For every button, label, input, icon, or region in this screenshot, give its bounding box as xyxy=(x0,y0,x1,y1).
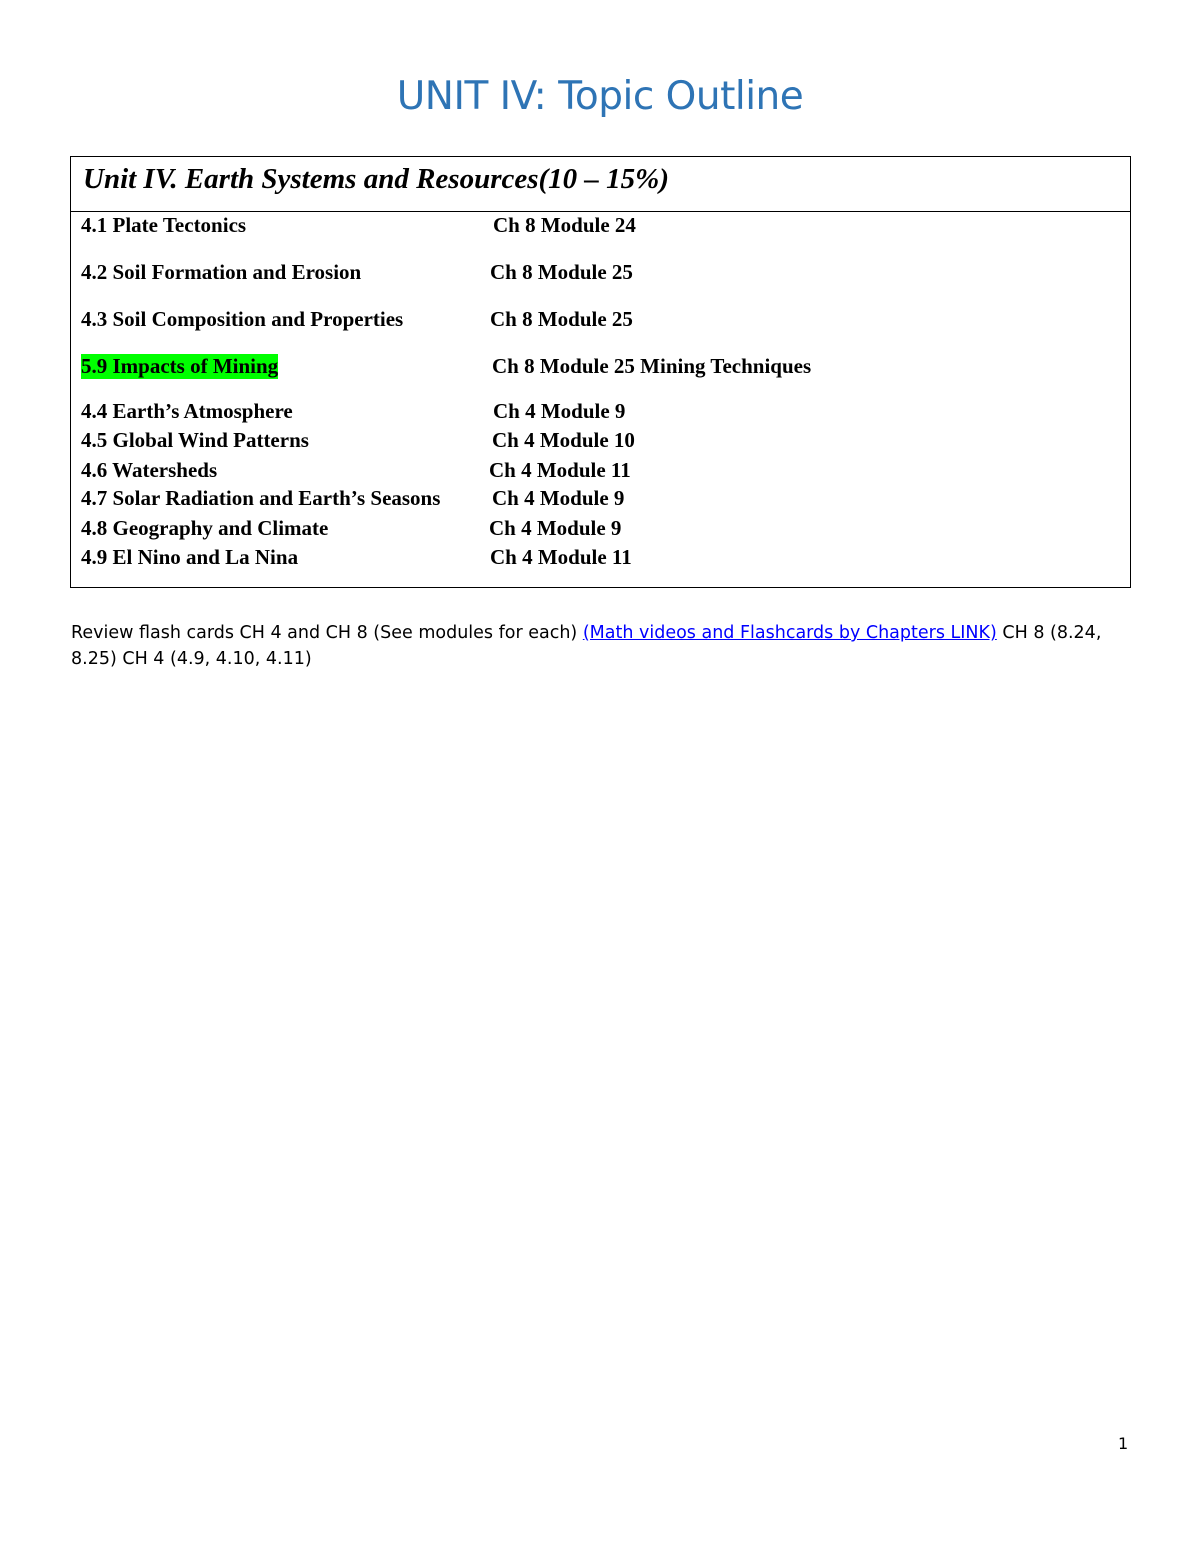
module-reference: Ch 8 Module 25 Mining Techniques xyxy=(492,354,812,378)
topic-outline-table xyxy=(70,156,1131,588)
module-reference: Ch 4 Module 11 xyxy=(490,545,632,569)
review-text: Review flash cards CH 4 and CH 8 (See modules for each) xyxy=(71,623,583,643)
table-row xyxy=(71,260,1132,290)
flashcards-link[interactable]: (Math videos and Flashcards by Chapters LINK) xyxy=(582,623,997,643)
topic-label: 4.9 El Nino and La Nina xyxy=(81,545,299,569)
highlighted-topic-label: 5.9 Impacts of Mining xyxy=(81,354,279,378)
table-row xyxy=(71,213,1132,243)
page-number: 1 xyxy=(1118,1434,1129,1453)
topic-label: 4.2 Soil Formation and Erosion xyxy=(81,260,362,284)
module-reference: Ch 8 Module 24 xyxy=(493,213,636,237)
module-reference: Ch 4 Module 11 xyxy=(489,458,631,482)
table-row xyxy=(71,428,1132,458)
topic-label: 4.3 Soil Composition and Properties xyxy=(81,307,404,331)
module-reference: Ch 4 Module 10 xyxy=(492,428,635,452)
table-row-highlighted xyxy=(71,354,1132,384)
topic-label: 4.7 Solar Radiation and Earth’s Seasons xyxy=(81,486,441,510)
topic-label: 4.8 Geography and Climate xyxy=(81,516,329,540)
table-header: Unit IV. Earth Systems and Resources(10 – 15%) xyxy=(71,157,1130,212)
review-note xyxy=(71,620,1131,672)
table-row xyxy=(71,545,1132,575)
module-reference: Ch 4 Module 9 xyxy=(492,486,625,510)
page-title: UNIT IV: Topic Outline xyxy=(396,74,804,119)
topic-label: 4.5 Global Wind Patterns xyxy=(81,428,309,452)
table-row xyxy=(71,486,1132,516)
table-row xyxy=(71,399,1132,429)
table-row xyxy=(71,516,1132,546)
topic-label: 4.1 Plate Tectonics xyxy=(81,213,247,237)
module-reference: Ch 8 Module 25 xyxy=(490,307,633,331)
table-row xyxy=(71,307,1132,337)
module-reference: Ch 4 Module 9 xyxy=(493,399,626,423)
topic-label: 4.6 Watersheds xyxy=(81,458,218,482)
review-chapters-text: CH 8 (8.24, 8.25) CH 4 (4.9, 4.10, 4.11) xyxy=(71,623,1102,669)
module-reference: Ch 8 Module 25 xyxy=(490,260,633,284)
table-row xyxy=(71,458,1132,488)
module-reference: Ch 4 Module 9 xyxy=(489,516,622,540)
topic-label: 4.4 Earth’s Atmosphere xyxy=(81,399,293,423)
